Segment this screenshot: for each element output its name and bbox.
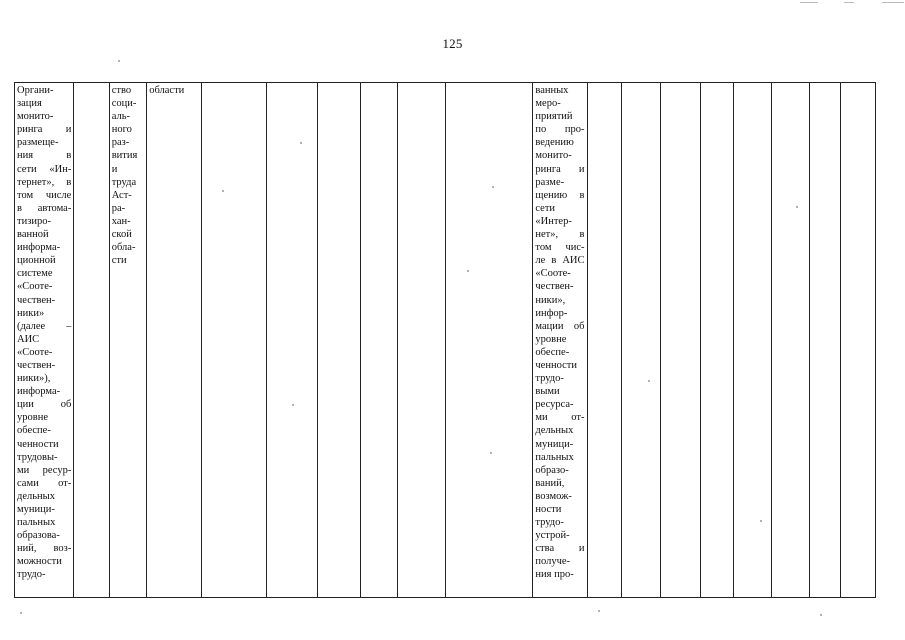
empty-cell <box>841 83 876 598</box>
text-line: по про- <box>535 124 585 136</box>
text-line: информа- <box>17 386 61 398</box>
scan-speck <box>492 186 494 188</box>
text-line: пальных <box>17 517 56 529</box>
text-line: «Соотe- <box>17 346 53 358</box>
text-line: образова- <box>17 530 60 542</box>
text-line: «Интер- <box>535 215 572 227</box>
text-line: ния про- <box>535 569 574 581</box>
text-line: раз- <box>111 137 130 149</box>
text-line: аль- <box>111 111 130 123</box>
text-line: уровне <box>17 412 48 424</box>
text-line: ванной <box>17 229 49 241</box>
text-line: тизиро- <box>17 215 51 227</box>
text-line: размеще- <box>17 137 59 149</box>
text-line: устрой- <box>535 530 570 542</box>
text-line: ринга и <box>535 163 585 175</box>
empty-cell <box>700 83 733 598</box>
text-line: Аст- <box>111 189 132 201</box>
text-line: щению в <box>535 189 585 201</box>
text-line: монито- <box>17 111 54 123</box>
region-text: области <box>149 85 185 96</box>
text-line: ле в АИС <box>535 255 585 267</box>
text-line: вития <box>111 150 138 162</box>
text-line: сети <box>535 202 556 214</box>
text-line: тернет», в <box>17 176 72 188</box>
text-line: ченности <box>17 438 59 450</box>
scan-speck <box>760 520 762 522</box>
empty-cell <box>202 83 267 598</box>
text-line: монито- <box>535 150 572 162</box>
executor-text <box>112 84 144 267</box>
activity-description-cell <box>15 83 74 598</box>
text-line: дельных <box>535 425 574 437</box>
empty-cell <box>317 83 360 598</box>
text-line: ми от- <box>535 412 585 424</box>
text-line: возмож- <box>535 490 572 502</box>
scan-speck <box>820 614 822 616</box>
empty-cell <box>661 83 701 598</box>
text-line: ра- <box>111 202 126 214</box>
text-line: ресурса- <box>535 399 574 411</box>
text-line: ваний, <box>535 477 565 489</box>
empty-cell <box>398 83 446 598</box>
text-line: размe- <box>535 176 565 188</box>
text-line: мации об <box>535 320 585 332</box>
text-line: в автома- <box>17 202 72 214</box>
empty-cell <box>734 83 771 598</box>
text-line: ство <box>111 85 132 96</box>
text-line: хан- <box>111 215 131 227</box>
scan-speck <box>222 190 224 192</box>
text-line: пальных <box>535 451 574 463</box>
text-line: ники» <box>17 307 45 319</box>
text-line: и <box>111 163 118 175</box>
text-line: системе <box>17 268 53 280</box>
activity-description-text <box>17 84 71 582</box>
text-line: трудовы- <box>17 451 58 463</box>
text-line: чествен- <box>535 281 574 293</box>
text-line: обеспе- <box>535 346 570 358</box>
text-line: Органи- <box>17 85 54 96</box>
text-line: нет», в <box>535 229 585 241</box>
empty-cell <box>621 83 661 598</box>
text-line: муници- <box>17 504 55 515</box>
region-cell <box>147 83 202 598</box>
text-line: ства и <box>535 543 585 555</box>
text-line: ний, воз- <box>17 543 72 555</box>
empty-cell <box>360 83 397 598</box>
text-line: труда <box>111 176 137 188</box>
text-line: ности <box>535 504 562 515</box>
empty-cell <box>587 83 621 598</box>
text-line: «Соотe- <box>17 281 53 293</box>
text-line: меро- <box>535 98 561 110</box>
text-line: дельных <box>17 490 55 502</box>
text-line: ринга и <box>17 124 72 136</box>
text-line: ми ресур- <box>17 464 72 476</box>
empty-cell <box>74 83 109 598</box>
empty-cell <box>445 83 532 598</box>
text-line: инфор- <box>535 307 568 319</box>
text-line: муници- <box>535 438 574 450</box>
scan-speck <box>598 610 600 612</box>
text-line: том числе <box>17 189 72 201</box>
result-text <box>535 84 584 582</box>
scan-speck <box>648 380 650 382</box>
text-line: трудо- <box>535 517 564 529</box>
table-row <box>15 83 876 598</box>
text-line: ванных <box>535 85 569 96</box>
text-line: ного <box>111 124 132 136</box>
scan-speck <box>490 452 492 454</box>
scan-speck <box>20 612 22 614</box>
document-table <box>14 82 876 598</box>
text-line: сами от- <box>17 477 72 489</box>
text-line: приятий <box>535 111 573 123</box>
text-line: образо- <box>535 464 569 476</box>
result-cell <box>533 83 587 598</box>
text-line: выми <box>535 386 560 398</box>
text-line: информа- <box>17 242 61 254</box>
text-line: ники»), <box>17 373 51 385</box>
text-line: можности <box>17 556 62 568</box>
scan-speck <box>292 404 294 406</box>
page-number: 125 <box>442 36 463 51</box>
text-line: обеспе- <box>17 425 51 437</box>
scan-corner-marks <box>760 0 905 6</box>
text-line: ники», <box>535 294 566 306</box>
text-line: соци- <box>111 98 137 110</box>
text-line: «Соотe- <box>535 268 571 280</box>
scan-speck <box>118 60 120 62</box>
text-line: сети «Ин- <box>17 163 72 175</box>
text-line: ния в <box>17 150 72 162</box>
empty-cell <box>771 83 810 598</box>
text-line: (далее – <box>17 320 72 332</box>
text-line: трудо- <box>535 373 564 385</box>
text-line: трудо- <box>17 569 46 581</box>
text-line: зация <box>17 98 42 110</box>
text-line: АИС <box>17 333 40 345</box>
empty-cell <box>810 83 841 598</box>
text-line: чествен- <box>17 359 56 371</box>
text-line: ской <box>111 229 132 241</box>
text-line: том чис- <box>535 242 585 254</box>
text-line: сти <box>111 255 127 267</box>
text-line: получе- <box>535 556 571 568</box>
scan-speck <box>300 142 302 144</box>
text-line: ционной <box>17 255 56 267</box>
text-line: ченности <box>535 359 577 371</box>
text-line: чествен- <box>17 294 56 306</box>
text-line: обла- <box>111 242 136 254</box>
text-line: ции об <box>17 399 72 411</box>
empty-cell <box>266 83 317 598</box>
text-line: уровне <box>535 333 567 345</box>
text-line: ведению <box>535 137 574 149</box>
scan-speck <box>467 270 469 272</box>
executor-cell <box>109 83 146 598</box>
scan-speck <box>796 206 798 208</box>
